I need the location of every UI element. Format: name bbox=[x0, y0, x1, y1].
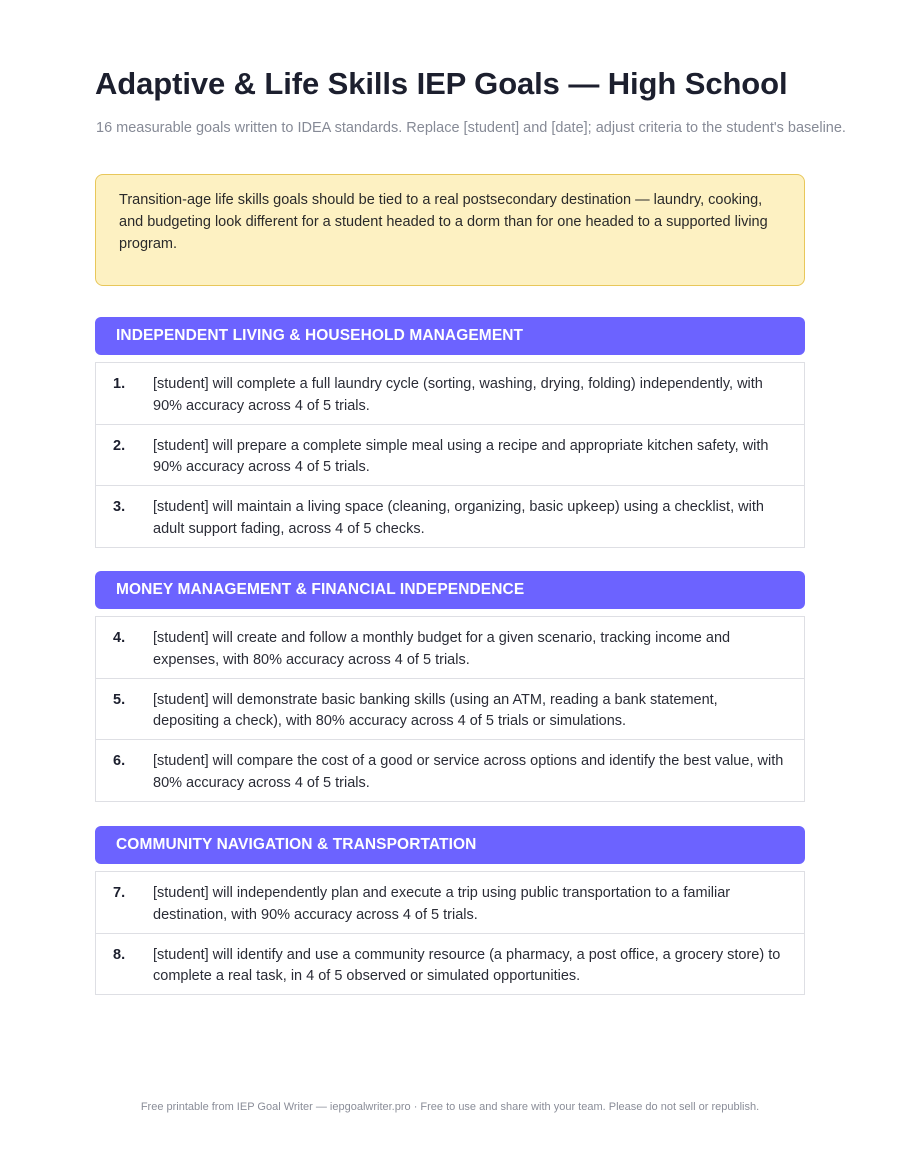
goal-number: 7. bbox=[113, 885, 126, 901]
page-footer: Free printable from IEP Goal Writer — iepgoalwriter.pro · Free to use and share with your team. Please do not sell or republish. bbox=[140, 1101, 760, 1113]
goal-number: 2. bbox=[113, 437, 126, 454]
goal-text: [student] will prepare a complete simple meal using a recipe and appropriate kitchen safety, with 90% accuracy across 4 of 5 trials. bbox=[153, 437, 769, 475]
goal-list bbox=[95, 362, 805, 548]
goal-text: [student] will demonstrate basic banking skills (using an ATM, reading a bank statement, depositing a check), with 80% accuracy across 4 of 5 trials or simulations. bbox=[153, 691, 718, 729]
section-money-management bbox=[95, 571, 805, 802]
section-header: INDEPENDENT LIVING & HOUSEHOLD MANAGEMENT bbox=[95, 317, 805, 355]
section-header: MONEY MANAGEMENT & FINANCIAL INDEPENDENCE bbox=[95, 571, 805, 609]
page-title: Adaptive & Life Skills IEP Goals — High School bbox=[95, 66, 788, 101]
callout-text: Transition-age life skills goals should be tied to a real postsecondary destination — laundry, cooking, and budgeting look different for a student headed to a dorm than for one headed to a supported living program. bbox=[119, 192, 768, 252]
goal-number: 6. bbox=[113, 753, 126, 769]
goal-text: [student] will independently plan and execute a trip using public transportation to a familiar destination, with 90% accuracy across 4 of 5 trials. bbox=[153, 885, 731, 923]
goal-list bbox=[95, 871, 805, 995]
section-community-navigation bbox=[95, 826, 805, 995]
goal-item bbox=[96, 363, 804, 425]
goal-item bbox=[96, 425, 804, 487]
goal-item bbox=[96, 617, 804, 679]
goal-list bbox=[95, 616, 805, 802]
goal-item bbox=[96, 486, 804, 548]
section-header: COMMUNITY NAVIGATION & TRANSPORTATION bbox=[95, 826, 805, 864]
goal-item bbox=[96, 872, 804, 934]
goal-text: [student] will identify and use a community resource (a pharmacy, a post office, a grocery store) to complete a real task, in 4 of 5 observed or simulated opportunities. bbox=[153, 946, 781, 984]
goal-item bbox=[96, 740, 804, 802]
goal-text: [student] will create and follow a monthly budget for a given scenario, tracking income and expenses, with 80% accuracy across 4 of 5 trials. bbox=[153, 630, 731, 668]
page-subtitle: 16 measurable goals written to IDEA standards. Replace [student] and [date]; adjust criteria to the student's baseline. bbox=[96, 120, 846, 136]
goal-number: 5. bbox=[113, 691, 126, 708]
goal-text: [student] will compare the cost of a good or service across options and identify the best value, with 80% accuracy across 4 of 5 trials. bbox=[153, 753, 784, 791]
section-independent-living bbox=[95, 317, 805, 548]
transition-tip-callout bbox=[95, 174, 805, 286]
goal-number: 4. bbox=[113, 630, 126, 646]
goal-item bbox=[96, 934, 804, 996]
goal-text: [student] will maintain a living space (cleaning, organizing, basic upkeep) using a checklist, with adult support fading, across 4 of 5 checks. bbox=[153, 499, 764, 537]
goal-number: 3. bbox=[113, 499, 126, 515]
goal-item bbox=[96, 679, 804, 741]
goal-text: [student] will complete a full laundry cycle (sorting, washing, drying, folding) independently, with 90% accuracy across 4 of 5 trials. bbox=[153, 376, 763, 414]
goal-number: 1. bbox=[113, 376, 126, 392]
goal-number: 8. bbox=[113, 946, 126, 963]
